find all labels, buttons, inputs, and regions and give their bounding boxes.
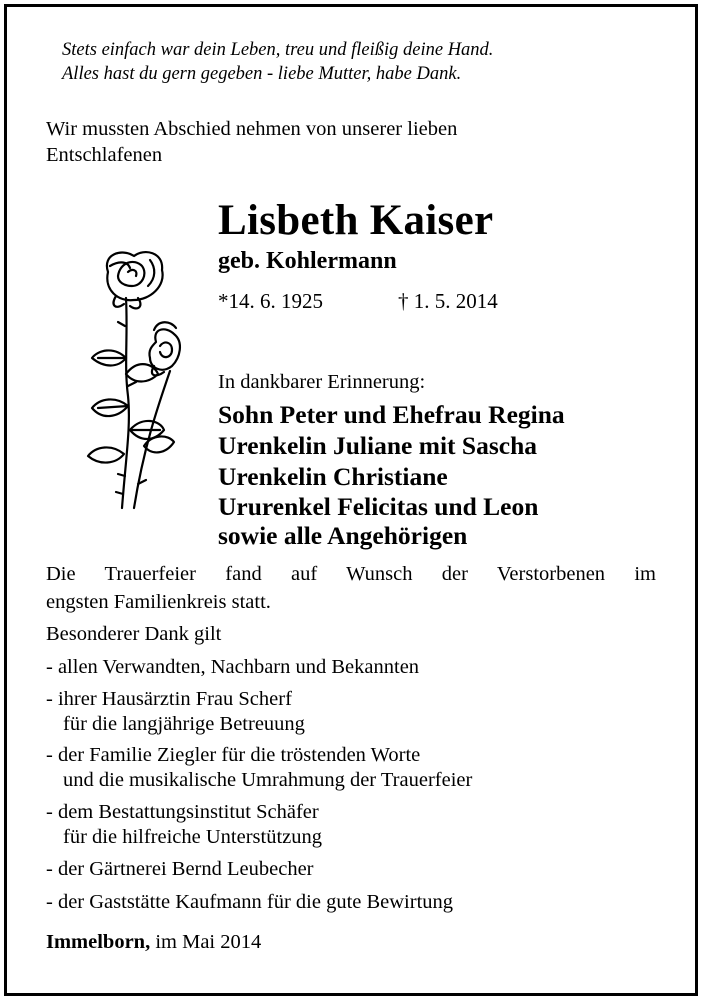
family-line-1: Sohn Peter und Ehefrau Regina (218, 400, 565, 429)
thanks-item-continuation: und die musikalische Umrahmung der Trauerfeier (63, 769, 473, 791)
verse-line-2: Alles hast du gern gegeben - liebe Mutter, habe Dank. (62, 64, 462, 84)
thanks-item: - ihrer Hausärztin Frau Scherf (46, 688, 292, 710)
thanks-heading: Besonderer Dank gilt (46, 623, 222, 645)
family-line-5: sowie alle Angehörigen (218, 521, 468, 550)
thanks-item: - der Familie Ziegler für die tröstenden Worte (46, 744, 421, 766)
closing-date: im Mai 2014 (150, 931, 262, 953)
rose-drawing-icon (78, 246, 188, 516)
birth-date: *14. 6. 1925 (218, 289, 323, 313)
thanks-item-continuation: für die hilfreiche Unterstützung (63, 826, 323, 848)
memory-label: In dankbarer Erinnerung: (218, 371, 426, 393)
ceremony-line-1: Die Trauerfeier fand auf Wunsch der Verstorbenen im (46, 563, 656, 585)
thanks-item: - dem Bestattungsinstitut Schäfer (46, 801, 319, 823)
thanks-item: - der Gaststätte Kaufmann für die gute Bewirtung (46, 891, 454, 913)
intro-line-1: Wir mussten Abschied nehmen von unserer lieben (46, 118, 458, 140)
family-line-4: Ururenkel Felicitas und Leon (218, 492, 539, 521)
family-line-3: Urenkelin Christiane (218, 462, 448, 491)
closing-line (46, 931, 261, 954)
death-date: † 1. 5. 2014 (398, 289, 498, 313)
family-line-2: Urenkelin Juliane mit Sascha (218, 431, 538, 460)
verse-line-1: Stets einfach war dein Leben, treu und fleißig deine Hand. (62, 40, 494, 60)
birth-name: geb. Kohlermann (218, 248, 397, 274)
intro-line-2: Entschlafenen (46, 144, 163, 166)
ceremony-line-2: engsten Familienkreis statt. (46, 591, 271, 613)
thanks-item-continuation: für die langjährige Betreuung (63, 713, 305, 735)
thanks-item: - allen Verwandten, Nachbarn und Bekannten (46, 656, 420, 678)
thanks-item: - der Gärtnerei Bernd Leubecher (46, 858, 314, 880)
deceased-name: Lisbeth Kaiser (218, 197, 494, 244)
closing-place: Immelborn, (46, 931, 151, 953)
